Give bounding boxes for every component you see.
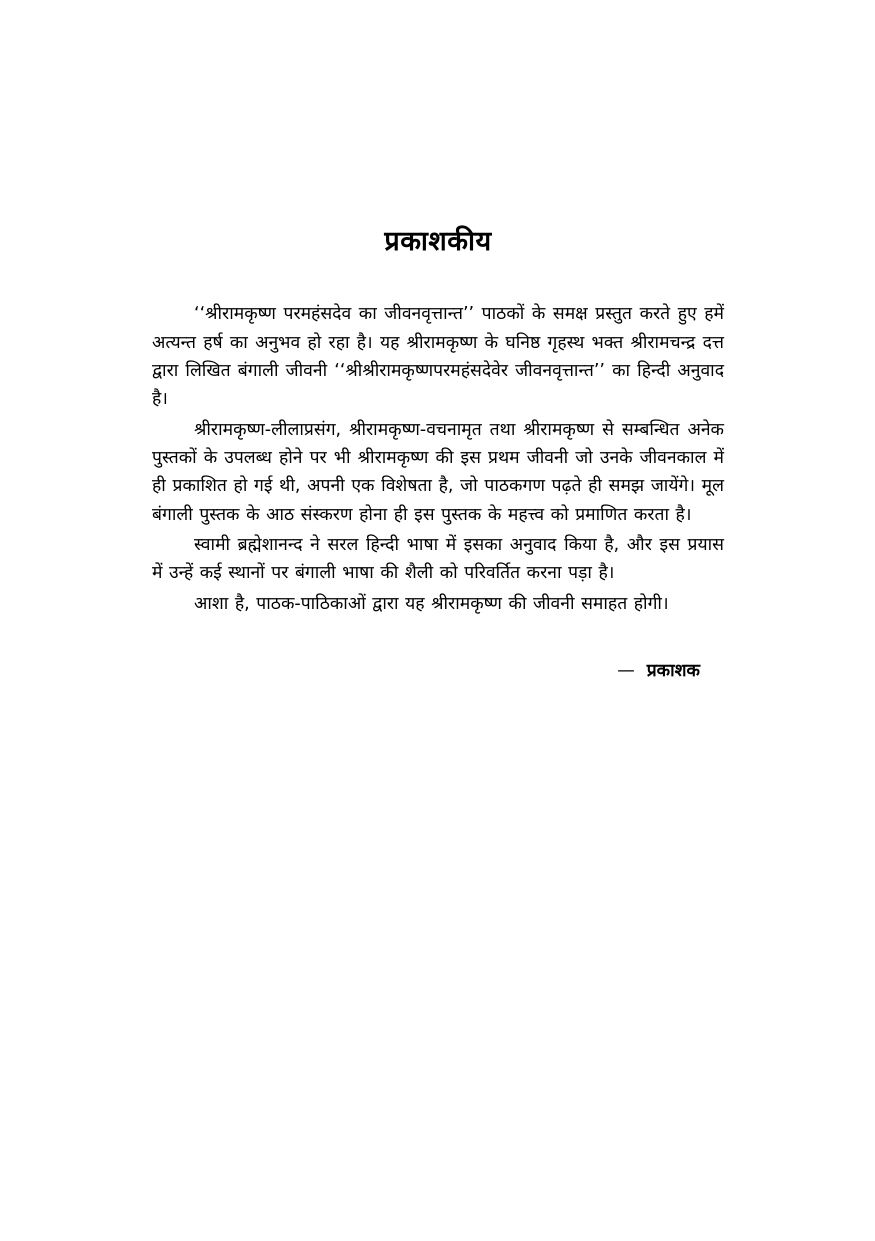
- paragraph-1: ‘‘श्रीरामकृष्ण परमहंसदेव का जीवनवृत्तान्त’’ पाठकों के समक्ष प्रस्तुत करते हुए हमें अत्यन्त हर्ष का अनुभव हो रहा है। यह श्रीरामकृष्ण के घनिष्ठ गृहस्थ भक्त श्रीरामचन्द्र दत्त द्वारा लिखित बंगाली जीवनी ‘‘श्रीश्रीरामकृष्णपरमहंसदेवेर जीवनवृत्तान्त’’ का हिन्दी अनुवाद है।: [152, 304, 724, 410]
- paragraph-3: स्वामी ब्रह्मेशानन्द ने सरल हिन्दी भाषा में इसका अनुवाद किया है, और इस प्रयास में उन्हें कई स्थानों पर बंगाली भाषा की शैली को परिवर्तित करना पड़ा है।: [152, 535, 724, 584]
- document-body: [152, 226, 724, 682]
- paragraph-2: श्रीरामकृष्ण-लीलाप्रसंग, श्रीरामकृष्ण-वचनामृत तथा श्रीरामकृष्ण से सम्बन्धित अनेक पुस्तकों के उपलब्ध होने पर भी श्रीरामकृष्ण की इस प्रथम जीवनी जो उनके जीवनकाल में ही प्रकाशित हो गई थी, अपनी एक विशेषता है, जो पाठकगण पढ़ते ही समझ जायेंगे। मूल बंगाली पुस्तक के आठ संस्करण होना ही इस पुस्तक के महत्त्व को प्रमाणित करता है।: [152, 419, 724, 525]
- signature-block: [152, 658, 724, 682]
- page-title: प्रकाशकीय: [384, 226, 492, 257]
- paragraph-4: आशा है, पाठक-पाठिकाओं द्वारा यह श्रीरामकृष्ण की जीवनी समाहत होगी।: [194, 593, 669, 614]
- signature-label: प्रकाशक: [646, 661, 700, 682]
- signature-dash: —: [617, 661, 635, 682]
